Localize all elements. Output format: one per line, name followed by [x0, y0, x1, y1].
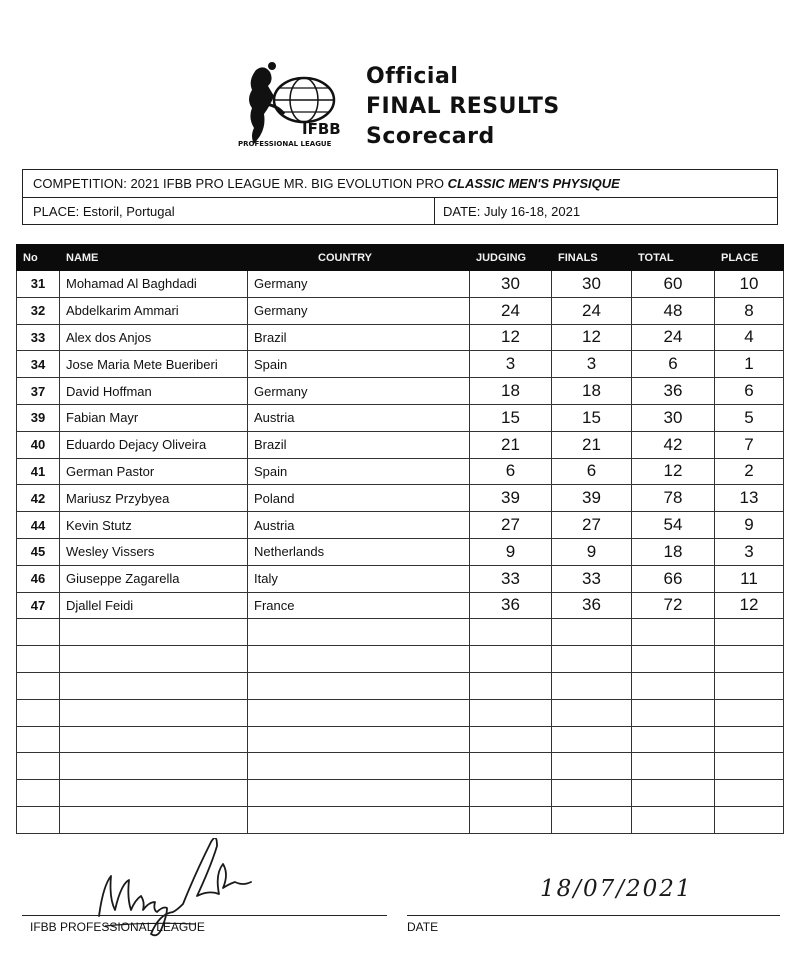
cell-name: Wesley Vissers [60, 538, 248, 565]
cell-country: France [248, 592, 470, 619]
table-row [17, 565, 784, 592]
cell-name: Abdelkarim Ammari [60, 297, 248, 324]
cell-no: 44 [17, 512, 60, 539]
cell-total: 12 [632, 458, 715, 485]
empty-cell [60, 806, 248, 833]
cell-place: 13 [715, 485, 784, 512]
cell-judging: 27 [470, 512, 552, 539]
empty-cell [552, 646, 632, 673]
empty-cell [632, 619, 715, 646]
cell-name: Giuseppe Zagarella [60, 565, 248, 592]
date-value: July 16-18, 2021 [483, 204, 581, 219]
cell-name: Alex dos Anjos [60, 324, 248, 351]
page-title [366, 62, 560, 152]
cell-no: 47 [17, 592, 60, 619]
cell-name: Fabian Mayr [60, 404, 248, 431]
empty-cell [715, 806, 784, 833]
table-row [17, 297, 784, 324]
cell-no: 40 [17, 431, 60, 458]
cell-place: 6 [715, 378, 784, 405]
header-finals: FINALS [552, 245, 632, 271]
place-value: Estoril, Portugal [82, 204, 175, 219]
cell-name: German Pastor [60, 458, 248, 485]
empty-cell [470, 699, 552, 726]
empty-cell [632, 726, 715, 753]
empty-cell [17, 619, 60, 646]
empty-cell [248, 619, 470, 646]
cell-name: Mariusz Przybyea [60, 485, 248, 512]
cell-finals: 9 [552, 538, 632, 565]
cell-country: Poland [248, 485, 470, 512]
empty-table-row [17, 806, 784, 833]
header-total: TOTAL [632, 245, 715, 271]
cell-place: 8 [715, 297, 784, 324]
empty-cell [715, 726, 784, 753]
empty-cell [248, 806, 470, 833]
cell-place: 4 [715, 324, 784, 351]
empty-cell [632, 753, 715, 780]
empty-cell [552, 753, 632, 780]
cell-no: 45 [17, 538, 60, 565]
cell-no: 41 [17, 458, 60, 485]
logo-text: IFBB [302, 120, 341, 138]
cell-judging: 30 [470, 271, 552, 298]
competition-info-box [22, 169, 778, 225]
cell-judging: 21 [470, 431, 552, 458]
cell-name: Djallel Feidi [60, 592, 248, 619]
cell-total: 36 [632, 378, 715, 405]
cell-total: 66 [632, 565, 715, 592]
document-header [236, 60, 596, 150]
cell-name: Mohamad Al Baghdadi [60, 271, 248, 298]
empty-cell [715, 646, 784, 673]
cell-country: Austria [248, 512, 470, 539]
empty-cell [715, 780, 784, 807]
cell-total: 30 [632, 404, 715, 431]
cell-judging: 12 [470, 324, 552, 351]
cell-place: 12 [715, 592, 784, 619]
empty-cell [17, 726, 60, 753]
place-label: PLACE: [33, 204, 80, 219]
cell-judging: 33 [470, 565, 552, 592]
cell-name: Kevin Stutz [60, 512, 248, 539]
header-name: NAME [60, 245, 248, 271]
header-judging: JUDGING [470, 245, 552, 271]
empty-cell [470, 646, 552, 673]
empty-cell [632, 780, 715, 807]
empty-cell [248, 699, 470, 726]
cell-finals: 15 [552, 404, 632, 431]
empty-cell [715, 699, 784, 726]
cell-finals: 6 [552, 458, 632, 485]
cell-total: 60 [632, 271, 715, 298]
cell-total: 18 [632, 538, 715, 565]
table-row [17, 592, 784, 619]
empty-table-row [17, 619, 784, 646]
empty-cell [17, 753, 60, 780]
header-place: PLACE [715, 245, 784, 271]
results-table [16, 244, 784, 834]
empty-cell [248, 780, 470, 807]
signature-line [22, 915, 387, 916]
cell-finals: 39 [552, 485, 632, 512]
cell-name: David Hoffman [60, 378, 248, 405]
cell-total: 54 [632, 512, 715, 539]
competition-label: COMPETITION: [33, 176, 127, 191]
cell-name: Eduardo Dejacy Oliveira [60, 431, 248, 458]
place-date-row [23, 198, 777, 225]
cell-country: Netherlands [248, 538, 470, 565]
competition-division: CLASSIC MEN'S PHYSIQUE [447, 176, 620, 191]
logo-subtext: PROFESSIONAL LEAGUE [238, 140, 332, 148]
ifbb-logo [236, 60, 361, 150]
cell-judging: 9 [470, 538, 552, 565]
cell-judging: 24 [470, 297, 552, 324]
empty-cell [60, 672, 248, 699]
cell-no: 31 [17, 271, 60, 298]
empty-cell [248, 753, 470, 780]
empty-cell [60, 646, 248, 673]
empty-table-row [17, 699, 784, 726]
cell-country: Brazil [248, 324, 470, 351]
cell-judging: 6 [470, 458, 552, 485]
cell-finals: 33 [552, 565, 632, 592]
empty-cell [248, 646, 470, 673]
cell-finals: 24 [552, 297, 632, 324]
cell-place: 2 [715, 458, 784, 485]
empty-cell [715, 619, 784, 646]
table-row [17, 324, 784, 351]
cell-judging: 3 [470, 351, 552, 378]
empty-cell [470, 726, 552, 753]
empty-table-row [17, 726, 784, 753]
table-row [17, 538, 784, 565]
empty-cell [60, 726, 248, 753]
empty-cell [632, 672, 715, 699]
empty-cell [470, 780, 552, 807]
empty-cell [552, 780, 632, 807]
empty-cell [632, 806, 715, 833]
date-label: DATE: [443, 204, 481, 219]
table-row [17, 431, 784, 458]
empty-cell [552, 806, 632, 833]
empty-cell [470, 672, 552, 699]
cell-name: Jose Maria Mete Bueriberi [60, 351, 248, 378]
signature-label: IFBB PROFESSIONAL LEAGUE [30, 920, 205, 934]
handwritten-date: 18/07/2021 [540, 876, 693, 902]
date-cell [435, 198, 777, 225]
table-row [17, 271, 784, 298]
cell-no: 34 [17, 351, 60, 378]
place-cell [23, 198, 435, 225]
cell-finals: 12 [552, 324, 632, 351]
empty-cell [552, 726, 632, 753]
header-no: No [17, 245, 60, 271]
empty-cell [60, 619, 248, 646]
empty-cell [552, 699, 632, 726]
cell-place: 9 [715, 512, 784, 539]
cell-judging: 36 [470, 592, 552, 619]
title-final-results: FINAL RESULTS [366, 94, 560, 119]
table-row [17, 458, 784, 485]
competition-value: 2021 IFBB PRO LEAGUE MR. BIG EVOLUTION PRO [130, 176, 445, 191]
empty-cell [715, 672, 784, 699]
table-header-row [17, 245, 784, 271]
cell-total: 6 [632, 351, 715, 378]
empty-cell [17, 672, 60, 699]
cell-finals: 3 [552, 351, 632, 378]
empty-cell [17, 646, 60, 673]
empty-cell [470, 619, 552, 646]
cell-no: 42 [17, 485, 60, 512]
table-row [17, 351, 784, 378]
cell-place: 10 [715, 271, 784, 298]
empty-cell [632, 646, 715, 673]
cell-country: Germany [248, 297, 470, 324]
cell-place: 3 [715, 538, 784, 565]
footer-date-label: DATE [407, 920, 439, 934]
cell-no: 46 [17, 565, 60, 592]
cell-place: 11 [715, 565, 784, 592]
cell-finals: 18 [552, 378, 632, 405]
table-row [17, 404, 784, 431]
cell-total: 72 [632, 592, 715, 619]
cell-country: Spain [248, 458, 470, 485]
cell-total: 48 [632, 297, 715, 324]
cell-country: Germany [248, 378, 470, 405]
cell-country: Austria [248, 404, 470, 431]
cell-judging: 18 [470, 378, 552, 405]
empty-cell [715, 753, 784, 780]
empty-cell [17, 699, 60, 726]
cell-place: 7 [715, 431, 784, 458]
cell-finals: 27 [552, 512, 632, 539]
cell-total: 24 [632, 324, 715, 351]
empty-cell [248, 726, 470, 753]
cell-country: Germany [248, 271, 470, 298]
cell-place: 1 [715, 351, 784, 378]
cell-total: 78 [632, 485, 715, 512]
cell-no: 33 [17, 324, 60, 351]
empty-cell [248, 672, 470, 699]
cell-finals: 36 [552, 592, 632, 619]
table-row [17, 485, 784, 512]
empty-table-row [17, 646, 784, 673]
cell-finals: 30 [552, 271, 632, 298]
empty-cell [60, 780, 248, 807]
empty-table-row [17, 780, 784, 807]
competition-row [23, 170, 777, 198]
table-row [17, 378, 784, 405]
empty-cell [552, 672, 632, 699]
empty-cell [60, 699, 248, 726]
cell-total: 42 [632, 431, 715, 458]
cell-finals: 21 [552, 431, 632, 458]
title-official: Official [366, 64, 459, 89]
empty-cell [60, 753, 248, 780]
empty-table-row [17, 672, 784, 699]
empty-cell [552, 619, 632, 646]
cell-place: 5 [715, 404, 784, 431]
title-scorecard: Scorecard [366, 124, 495, 149]
cell-no: 39 [17, 404, 60, 431]
empty-table-row [17, 753, 784, 780]
cell-judging: 39 [470, 485, 552, 512]
empty-cell [470, 806, 552, 833]
date-line [407, 915, 780, 916]
empty-cell [17, 780, 60, 807]
empty-cell [470, 753, 552, 780]
results-body [17, 271, 784, 834]
empty-cell [17, 806, 60, 833]
cell-no: 32 [17, 297, 60, 324]
cell-country: Italy [248, 565, 470, 592]
cell-no: 37 [17, 378, 60, 405]
empty-cell [632, 699, 715, 726]
header-country: COUNTRY [248, 245, 470, 271]
cell-country: Spain [248, 351, 470, 378]
cell-country: Brazil [248, 431, 470, 458]
table-row [17, 512, 784, 539]
cell-judging: 15 [470, 404, 552, 431]
